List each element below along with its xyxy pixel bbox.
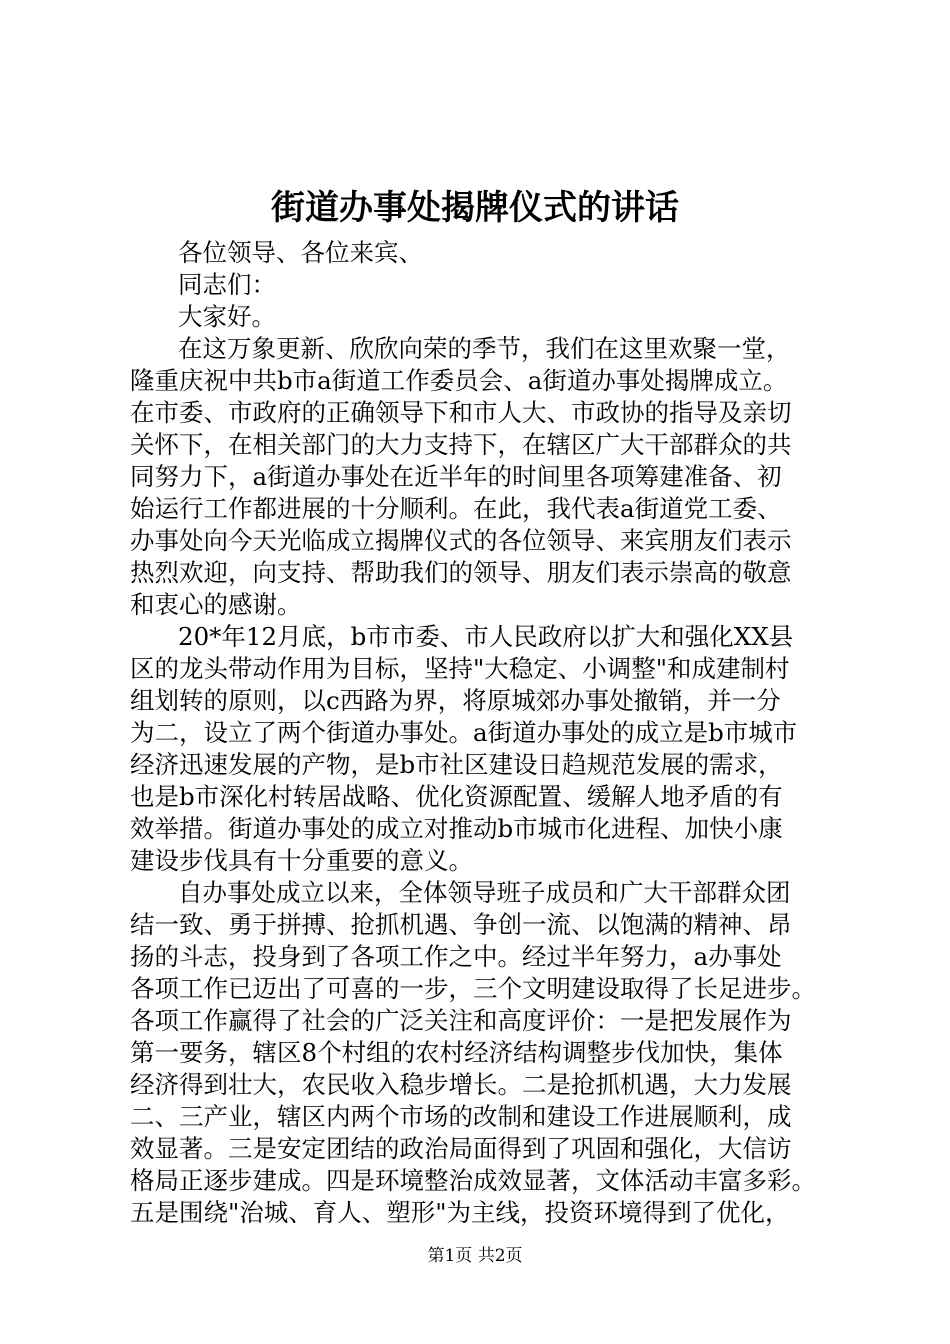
paragraph-line: 隆重庆祝中共b市a街道工作委员会、a街道办事处揭牌成立。 <box>130 366 788 395</box>
paragraph-line: 五是围绕"治城、育人、塑形"为主线，投资环境得到了优化， <box>130 1198 790 1227</box>
paragraph-line: 热烈欢迎，向支持、帮助我们的领导、朋友们表示崇高的敬意 <box>130 558 792 587</box>
paragraph-line: 效显著。三是安定团结的政治局面得到了巩固和强化，大信访 <box>130 1134 792 1163</box>
paragraph-line: 组划转的原则，以c西路为界，将原城郊办事处撤销，并一分 <box>130 686 781 715</box>
paragraph-line: 区的龙头带动作用为目标，坚持"大稳定、小调整"和成建制村 <box>130 654 790 683</box>
salutation-line: 同志们： <box>178 270 276 299</box>
paragraph-line: 结一致、勇于拼搏、抢抓机遇、争创一流、以饱满的精神、昂 <box>130 910 792 939</box>
paragraph-line: 二、三产业，辖区内两个市场的改制和建设工作进展顺利，成 <box>130 1102 792 1131</box>
paragraph-line: 关怀下，在相关部门的大力支持下，在辖区广大干部群众的共 <box>130 430 792 459</box>
document-title: 街道办事处揭牌仪式的讲话 <box>271 188 679 228</box>
page-number-footer: 第1页 共2页 <box>427 1246 523 1266</box>
paragraph-line: 在市委、市政府的正确领导下和市人大、市政协的指导及亲切 <box>130 398 792 427</box>
paragraph-line: 各项工作已迈出了可喜的一步，三个文明建设取得了长足进步。 <box>130 974 816 1003</box>
paragraph-line: 各项工作赢得了社会的广泛关注和高度评价：一是把发展作为 <box>130 1006 792 1035</box>
paragraph-line: 自办事处成立以来，全体领导班子成员和广大干部群众团 <box>178 878 791 907</box>
paragraph-line: 也是b市深化村转居战略、优化资源配置、缓解人地矛盾的有 <box>130 782 783 811</box>
paragraph-line: 格局正逐步建成。四是环境整治成效显著，文体活动丰富多彩。 <box>130 1166 816 1195</box>
paragraph-line: 20*年12月底，b市市委、市人民政府以扩大和强化XX县 <box>178 622 794 651</box>
paragraph-line: 始运行工作都进展的十分顺利。在此，我代表a街道党工委、 <box>130 494 782 523</box>
paragraph-line: 扬的斗志，投身到了各项工作之中。经过半年努力，a办事处 <box>130 942 782 971</box>
paragraph-line: 在这万象更新、欣欣向荣的季节，我们在这里欢聚一堂， <box>178 334 791 363</box>
paragraph-line: 第一要务，辖区8个村组的农村经济结构调整步伐加快，集体 <box>130 1038 783 1067</box>
salutation-line: 各位领导、各位来宾、 <box>178 238 423 267</box>
paragraph-line: 和衷心的感谢。 <box>130 590 302 619</box>
paragraph-line: 为二，设立了两个街道办事处。a街道办事处的成立是b市城市 <box>130 718 798 747</box>
paragraph-line: 办事处向今天光临成立揭牌仪式的各位领导、来宾朋友们表示 <box>130 526 792 555</box>
paragraph-line: 同努力下，a街道办事处在近半年的时间里各项筹建准备、初 <box>130 462 782 491</box>
paragraph-line: 效举措。街道办事处的成立对推动b市城市化进程、加快小康 <box>130 814 783 843</box>
paragraph-line: 经济得到壮大，农民收入稳步增长。二是抢抓机遇，大力发展 <box>130 1070 792 1099</box>
paragraph-line: 经济迅速发展的产物，是b市社区建设日趋规范发展的需求， <box>130 750 783 779</box>
paragraph-line: 建设步伐具有十分重要的意义。 <box>130 846 473 875</box>
greeting-line: 大家好。 <box>178 302 276 331</box>
